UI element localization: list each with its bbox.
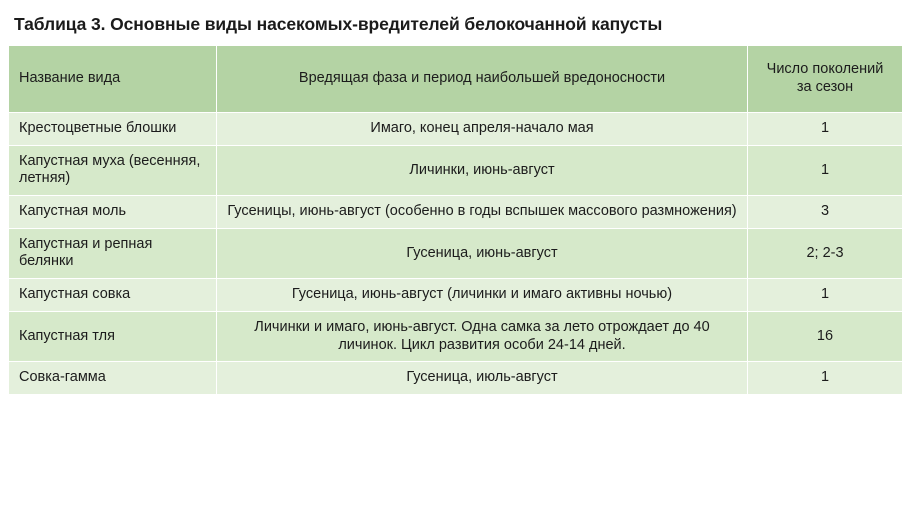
table-row xyxy=(9,113,903,146)
cell-generations: 3 xyxy=(748,196,903,229)
cell-species: Совка-гамма xyxy=(9,362,217,395)
table-row xyxy=(9,311,903,361)
cell-species: Капустная моль xyxy=(9,196,217,229)
table-header xyxy=(9,46,903,113)
cell-phase: Имаго, конец апреля-начало мая xyxy=(217,113,748,146)
table-row xyxy=(9,279,903,312)
cell-species: Капустная тля xyxy=(9,311,217,361)
table-row xyxy=(9,145,903,195)
cell-species: Капустная и репная белянки xyxy=(9,228,217,278)
cell-phase: Личинки и имаго, июнь-август. Одна самка за лето отрождает до 40 личинок. Цикл развития особи 24-14 дней. xyxy=(217,311,748,361)
table-row xyxy=(9,228,903,278)
table-body xyxy=(9,113,903,395)
cell-species: Капустная муха (весенняя, летняя) xyxy=(9,145,217,195)
cell-phase: Гусеница, июнь-август xyxy=(217,228,748,278)
cell-phase: Гусеницы, июнь-август (особенно в годы вспышек массового размножения) xyxy=(217,196,748,229)
cell-species: Капустная совка xyxy=(9,279,217,312)
table-row xyxy=(9,362,903,395)
column-header-phase: Вредящая фаза и период наибольшей вредоносности xyxy=(217,46,748,113)
cell-generations: 16 xyxy=(748,311,903,361)
table-row xyxy=(9,196,903,229)
cell-species: Крестоцветные блошки xyxy=(9,113,217,146)
page-title: Таблица 3. Основные виды насекомых-вредителей белокочанной капусты xyxy=(14,14,663,34)
cell-generations: 1 xyxy=(748,362,903,395)
table-header-row xyxy=(9,46,903,113)
cell-generations: 2; 2-3 xyxy=(748,228,903,278)
column-header-generations: Число поколений за сезон xyxy=(748,46,903,113)
pests-table xyxy=(8,45,903,395)
column-header-species: Название вида xyxy=(9,46,217,113)
cell-generations: 1 xyxy=(748,279,903,312)
cell-generations: 1 xyxy=(748,145,903,195)
cell-phase: Гусеница, июль-август xyxy=(217,362,748,395)
cell-phase: Личинки, июнь-август xyxy=(217,145,748,195)
cell-generations: 1 xyxy=(748,113,903,146)
cell-phase: Гусеница, июнь-август (личинки и имаго активны ночью) xyxy=(217,279,748,312)
